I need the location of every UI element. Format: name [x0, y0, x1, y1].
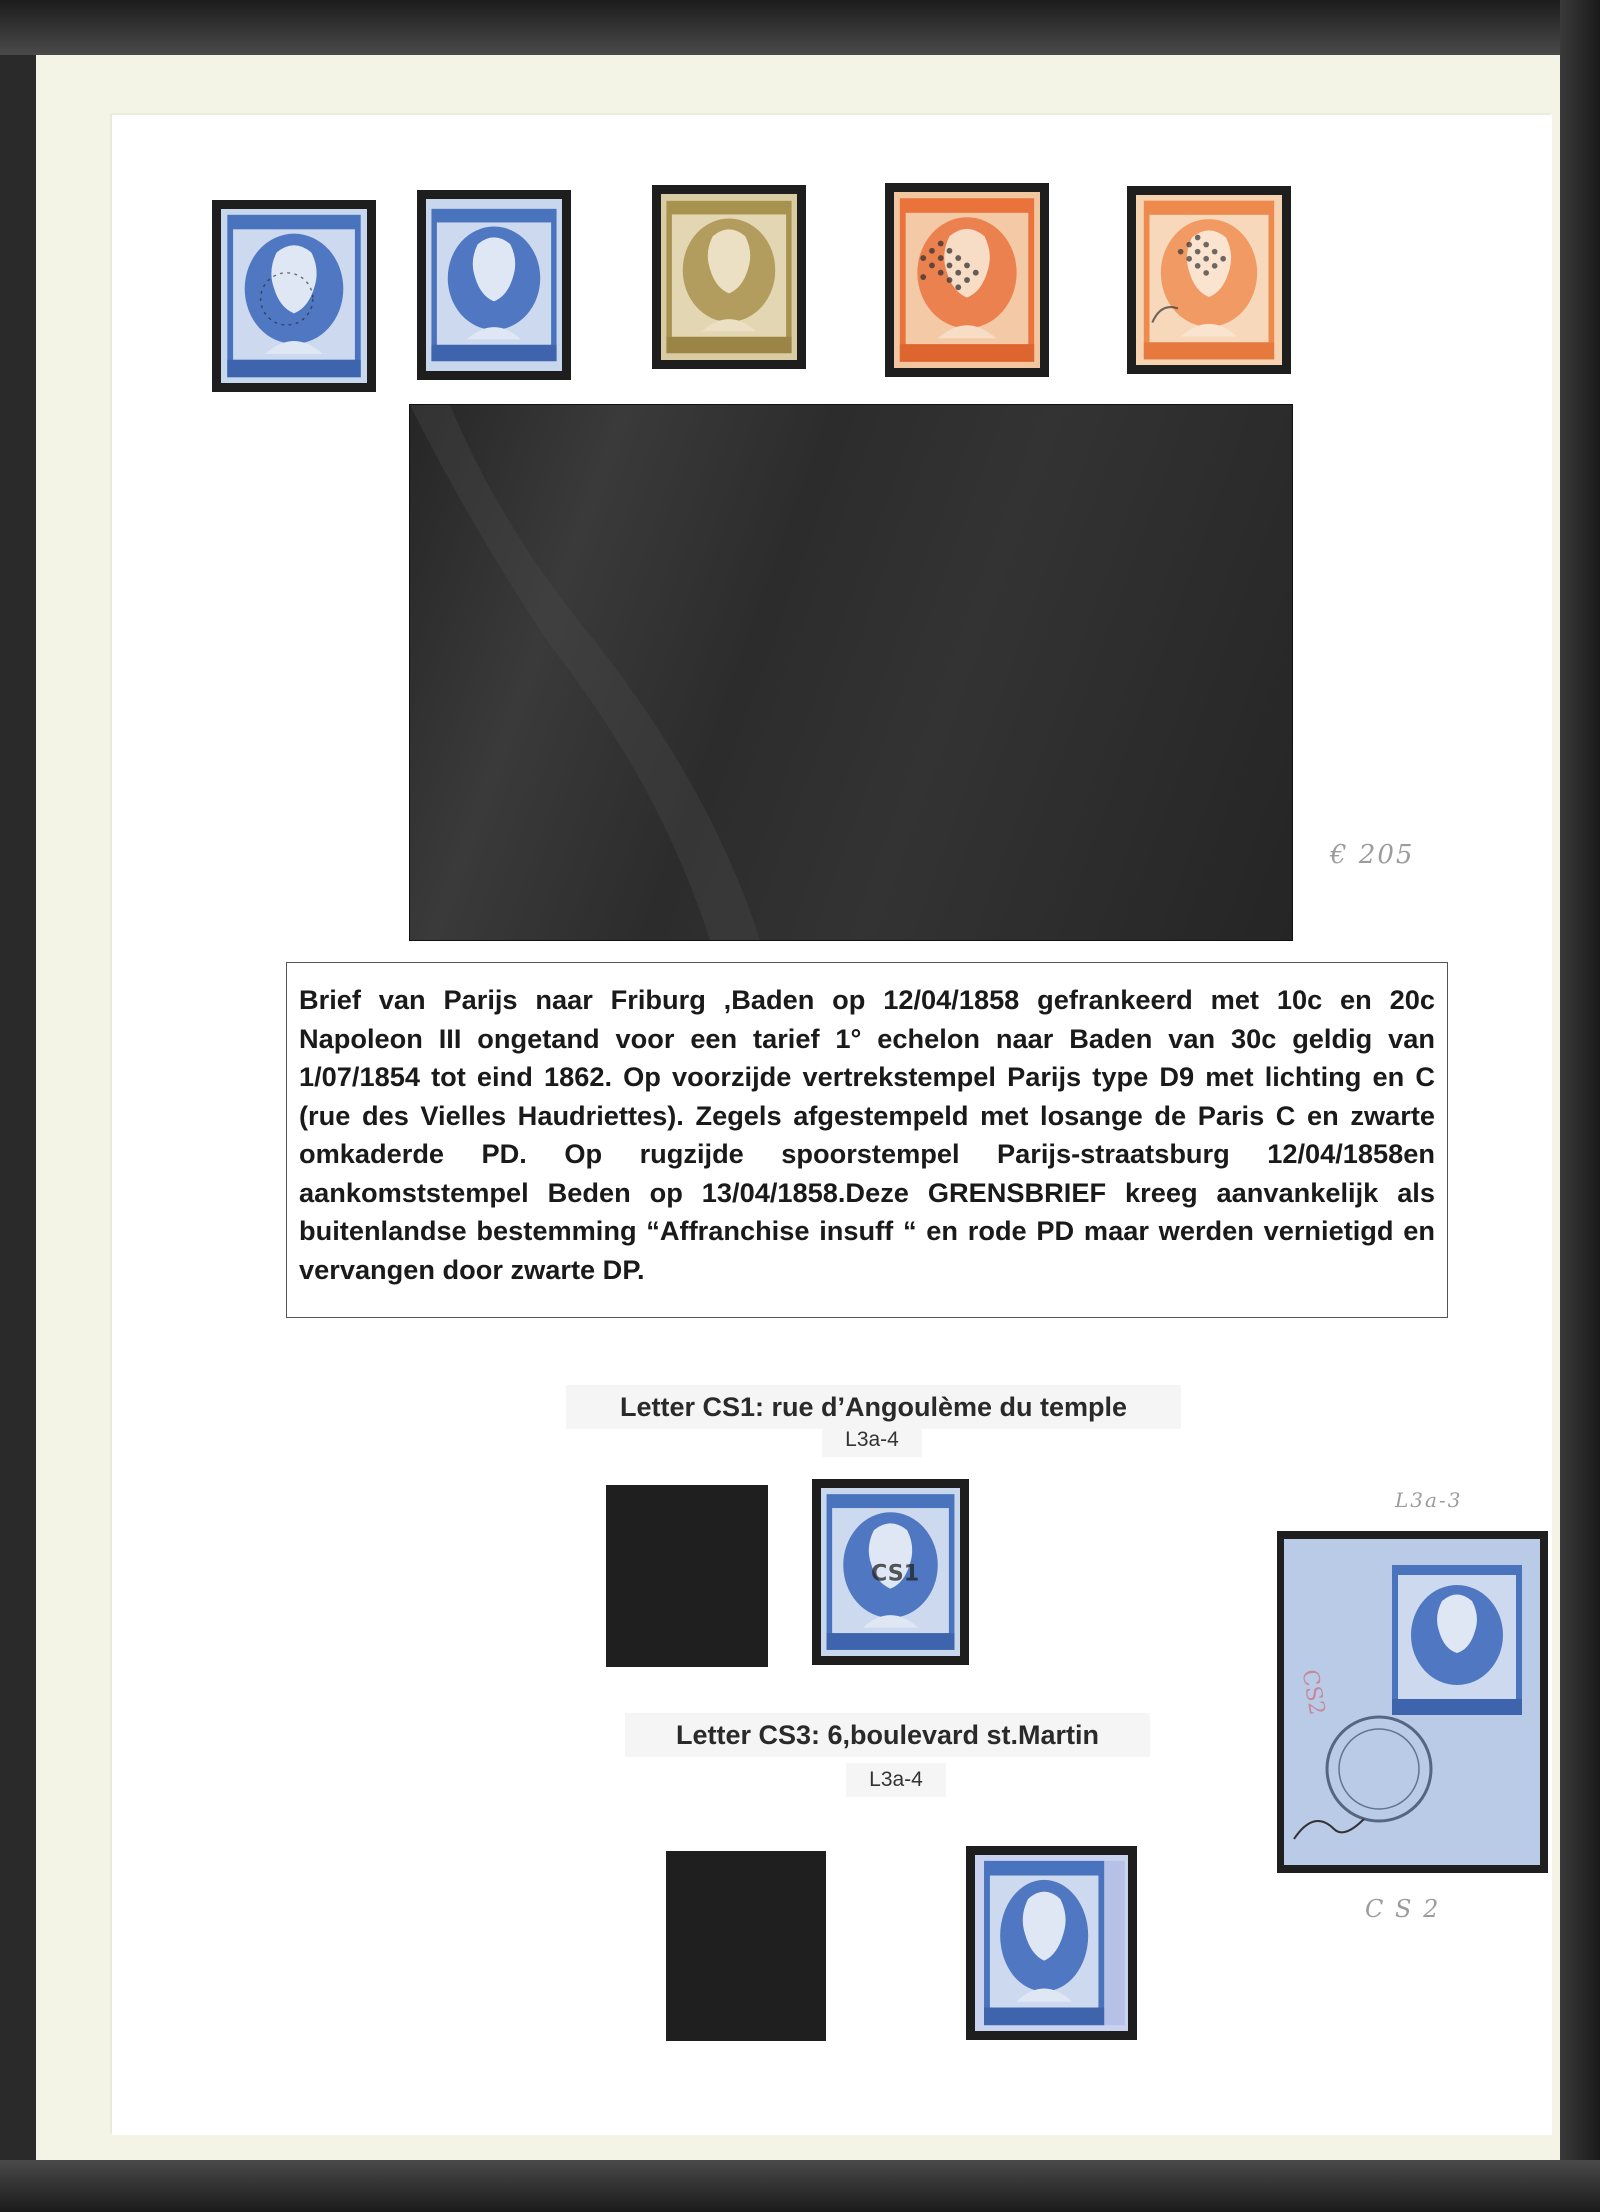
price-pencil-note: € 205 — [1330, 840, 1415, 870]
cs2-piece-mount — [1277, 1531, 1548, 1873]
mount-sheen — [410, 405, 1292, 940]
cs1-cancel: CS1 — [871, 1560, 920, 1587]
stamp-top-1 — [212, 200, 376, 392]
cs3-empty-mount — [666, 1851, 826, 2041]
stamp-portrait-icon — [821, 1488, 960, 1656]
cs2-pencil-note: C S 2 — [1365, 1895, 1441, 1923]
cs1-stamp — [812, 1479, 969, 1665]
stamp-top-3 — [652, 185, 806, 369]
stamp-portrait-icon — [1136, 195, 1282, 365]
stamp-portrait-icon — [975, 1855, 1128, 2031]
stamp-portrait-icon — [221, 209, 367, 383]
stamp-top-4 — [885, 183, 1049, 377]
stamp-portrait-icon — [894, 192, 1040, 368]
right-binder-edge — [1560, 0, 1600, 2212]
stamp-top-5 — [1127, 186, 1291, 374]
stamp-portrait-icon — [661, 194, 797, 360]
cover-mount — [410, 405, 1292, 940]
cs1-empty-mount — [606, 1485, 768, 1667]
cs2-cover-piece — [1284, 1539, 1540, 1865]
cs3-stamp — [966, 1846, 1137, 2040]
cs1-code: L3a-4 — [845, 1428, 899, 1451]
l3a3-pencil-note: L3a-3 — [1395, 1488, 1463, 1512]
description-box — [286, 962, 1448, 1318]
description-text: Brief van Parijs naar Friburg ,Baden op 12/04/1858 gefrankeerd met 10c en 20c Napoleon III ongetand voor een tarief 1° echelon naar Baden van 30c geldig van 1/07/1854 tot eind 1862. Op voorzijde vertrekstempel Parijs type D9 met lichting en C (rue des Vielles Haudriettes). Zegels afgestempeld met losange de Paris C en zwarte omkaderde PD. Op rugzijde spoorstempel Parijs-straatsburg 12/04/1858en aankomststempel Beden op 13/04/1858.Deze GRENSBRIEF kreeg aanvankelijk als buitenlandse bestemming “Affranchise insuff “ en rode PD maar werden vernietigd en vervangen door zwarte DP. — [299, 984, 1435, 1285]
cs1-title: Letter CS1: rue d’Angoulème du temple — [619, 1391, 1128, 1422]
cs3-code-strip — [846, 1763, 946, 1797]
stamp-portrait-icon — [426, 199, 562, 371]
svg-text:CS2: CS2 — [1296, 1667, 1330, 1718]
cs3-heading-strip — [625, 1713, 1150, 1757]
cs3-code: L3a-4 — [869, 1768, 923, 1791]
bottom-binder-edge — [0, 2160, 1600, 2212]
top-binder-edge — [0, 0, 1600, 55]
cs2-piece-art — [1284, 1539, 1540, 1865]
cs1-code-strip — [822, 1423, 922, 1457]
cs3-title: Letter CS3: 6,boulevard st.Martin — [675, 1719, 1100, 1750]
stamp-top-2 — [417, 190, 571, 380]
